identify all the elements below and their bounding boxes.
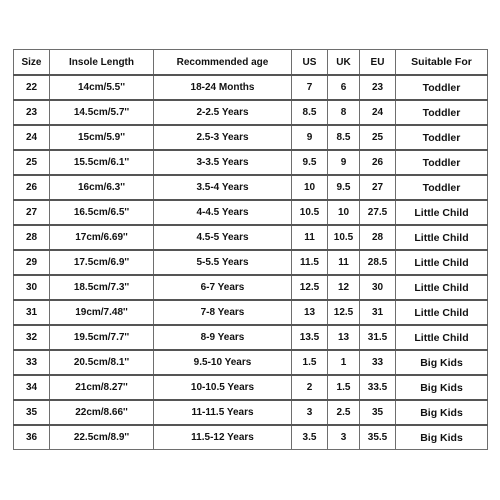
cell-suitable-for: Big Kids [396,375,488,400]
cell-insole-length: 19cm/7.48'' [50,300,154,325]
cell-size: 34 [14,375,50,400]
cell-recommended-age: 9.5-10 Years [154,350,292,375]
cell-us: 10 [292,175,328,200]
cell-eu: 28.5 [360,250,396,275]
cell-size: 26 [14,175,50,200]
cell-size: 31 [14,300,50,325]
cell-suitable-for: Toddler [396,75,488,100]
cell-eu: 35 [360,400,396,425]
cell-suitable-for: Little Child [396,225,488,250]
cell-insole-length: 15.5cm/6.1'' [50,150,154,175]
cell-suitable-for: Little Child [396,250,488,275]
table-row [14,325,488,350]
cell-uk: 12.5 [328,300,360,325]
cell-uk: 8.5 [328,125,360,150]
table-row [14,225,488,250]
cell-recommended-age: 11.5-12 Years [154,425,292,450]
cell-uk: 3 [328,425,360,450]
cell-suitable-for: Toddler [396,150,488,175]
cell-size: 23 [14,100,50,125]
cell-uk: 1 [328,350,360,375]
cell-us: 3.5 [292,425,328,450]
cell-suitable-for: Little Child [396,325,488,350]
cell-recommended-age: 8-9 Years [154,325,292,350]
header-suitable-for: Suitable For [396,50,488,76]
cell-us: 11 [292,225,328,250]
cell-eu: 27.5 [360,200,396,225]
cell-insole-length: 16.5cm/6.5'' [50,200,154,225]
cell-us: 1.5 [292,350,328,375]
cell-size: 29 [14,250,50,275]
table-row [14,125,488,150]
table-row [14,150,488,175]
cell-eu: 33 [360,350,396,375]
cell-suitable-for: Big Kids [396,400,488,425]
cell-recommended-age: 7-8 Years [154,300,292,325]
cell-insole-length: 15cm/5.9'' [50,125,154,150]
size-chart-header [14,50,488,76]
header-insole-length: Insole Length [50,50,154,76]
cell-recommended-age: 3-3.5 Years [154,150,292,175]
cell-eu: 24 [360,100,396,125]
cell-size: 28 [14,225,50,250]
cell-size: 22 [14,75,50,100]
table-row [14,375,488,400]
cell-eu: 27 [360,175,396,200]
cell-eu: 33.5 [360,375,396,400]
cell-us: 7 [292,75,328,100]
cell-suitable-for: Big Kids [396,425,488,450]
cell-suitable-for: Toddler [396,100,488,125]
table-row [14,350,488,375]
table-row [14,275,488,300]
cell-size: 30 [14,275,50,300]
cell-us: 13.5 [292,325,328,350]
cell-insole-length: 20.5cm/8.1'' [50,350,154,375]
cell-us: 9.5 [292,150,328,175]
cell-us: 8.5 [292,100,328,125]
cell-size: 27 [14,200,50,225]
cell-recommended-age: 3.5-4 Years [154,175,292,200]
cell-uk: 10 [328,200,360,225]
cell-insole-length: 14.5cm/5.7'' [50,100,154,125]
cell-us: 10.5 [292,200,328,225]
cell-suitable-for: Toddler [396,175,488,200]
cell-suitable-for: Toddler [396,125,488,150]
table-row [14,75,488,100]
table-row [14,300,488,325]
table-row [14,200,488,225]
cell-size: 24 [14,125,50,150]
cell-suitable-for: Little Child [396,300,488,325]
cell-uk: 12 [328,275,360,300]
table-row [14,100,488,125]
cell-size: 25 [14,150,50,175]
cell-uk: 1.5 [328,375,360,400]
header-uk: UK [328,50,360,76]
cell-size: 36 [14,425,50,450]
cell-us: 9 [292,125,328,150]
cell-recommended-age: 4.5-5 Years [154,225,292,250]
cell-uk: 6 [328,75,360,100]
header-size: Size [14,50,50,76]
header-us: US [292,50,328,76]
cell-size: 33 [14,350,50,375]
cell-insole-length: 16cm/6.3'' [50,175,154,200]
cell-insole-length: 17.5cm/6.9'' [50,250,154,275]
cell-recommended-age: 2.5-3 Years [154,125,292,150]
cell-recommended-age: 5-5.5 Years [154,250,292,275]
cell-uk: 9 [328,150,360,175]
cell-eu: 30 [360,275,396,300]
cell-recommended-age: 2-2.5 Years [154,100,292,125]
cell-suitable-for: Little Child [396,275,488,300]
cell-recommended-age: 11-11.5 Years [154,400,292,425]
cell-recommended-age: 18-24 Months [154,75,292,100]
cell-insole-length: 19.5cm/7.7'' [50,325,154,350]
cell-uk: 8 [328,100,360,125]
cell-eu: 26 [360,150,396,175]
cell-us: 13 [292,300,328,325]
size-chart-table [13,49,488,450]
cell-insole-length: 22.5cm/8.9'' [50,425,154,450]
cell-recommended-age: 6-7 Years [154,275,292,300]
cell-us: 3 [292,400,328,425]
cell-eu: 31.5 [360,325,396,350]
cell-eu: 35.5 [360,425,396,450]
cell-insole-length: 18.5cm/7.3'' [50,275,154,300]
cell-uk: 13 [328,325,360,350]
cell-insole-length: 17cm/6.69'' [50,225,154,250]
cell-size: 35 [14,400,50,425]
cell-us: 11.5 [292,250,328,275]
cell-eu: 25 [360,125,396,150]
cell-eu: 23 [360,75,396,100]
table-row [14,425,488,450]
cell-recommended-age: 4-4.5 Years [154,200,292,225]
cell-insole-length: 14cm/5.5'' [50,75,154,100]
cell-insole-length: 22cm/8.66'' [50,400,154,425]
header-recommended-age: Recommended age [154,50,292,76]
cell-insole-length: 21cm/8.27'' [50,375,154,400]
table-row [14,250,488,275]
cell-uk: 2.5 [328,400,360,425]
cell-uk: 11 [328,250,360,275]
cell-uk: 10.5 [328,225,360,250]
size-chart-body [14,75,488,450]
cell-size: 32 [14,325,50,350]
table-row [14,175,488,200]
cell-suitable-for: Big Kids [396,350,488,375]
cell-us: 2 [292,375,328,400]
table-row [14,400,488,425]
header-eu: EU [360,50,396,76]
cell-recommended-age: 10-10.5 Years [154,375,292,400]
cell-eu: 28 [360,225,396,250]
cell-suitable-for: Little Child [396,200,488,225]
cell-uk: 9.5 [328,175,360,200]
cell-us: 12.5 [292,275,328,300]
cell-eu: 31 [360,300,396,325]
header-row [14,50,488,76]
